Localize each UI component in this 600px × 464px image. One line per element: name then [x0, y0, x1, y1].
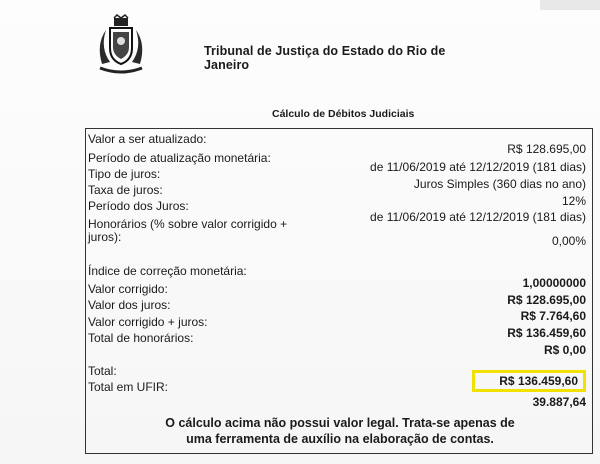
result-value: 1,00000000	[522, 276, 586, 290]
field-value: de 11/06/2019 até 12/12/2019 (181 dias)	[370, 210, 586, 224]
field-label: Tipo de juros:	[88, 167, 161, 181]
result-value: R$ 7.764,60	[520, 309, 586, 323]
result-value: R$ 128.695,00	[507, 293, 586, 307]
field-value: de 11/06/2019 até 12/12/2019 (181 dias)	[370, 160, 586, 174]
result-value: R$ 0,00	[543, 343, 586, 357]
result-label: Valor corrigido + juros:	[88, 315, 208, 329]
field-label: Período dos Juros:	[88, 199, 189, 213]
field-value: R$ 128.695,00	[507, 142, 586, 156]
result-label: Valor dos juros:	[88, 298, 171, 312]
court-name: Tribunal de Justiça do Estado do Rio de Janeiro	[204, 44, 446, 72]
result-value: R$ 136.459,60	[507, 326, 586, 340]
result-label: Índice de correção monetária:	[88, 264, 247, 278]
result-label: Total de honorários:	[88, 331, 194, 345]
coat-of-arms-seal-icon	[92, 14, 150, 76]
field-value: 12%	[561, 194, 586, 208]
total-value: R$ 136.459,60	[499, 374, 578, 388]
ufir-label: Total em UFIR:	[88, 380, 169, 394]
ufir-value: 39.887,64	[532, 395, 586, 409]
document-title: Cálculo de Débitos Judiciais	[272, 108, 415, 120]
disclaimer-line-2: uma ferramenta de auxílio na elaboração de contas.	[186, 432, 494, 446]
field-value: 0,00%	[551, 234, 586, 248]
result-label: Valor corrigido:	[88, 282, 168, 296]
field-label-continued: juros):	[88, 230, 122, 244]
field-label: Período de atualização monetária:	[88, 151, 271, 165]
total-label: Total:	[88, 364, 117, 378]
field-value: Juros Simples (360 dias no ano)	[413, 177, 586, 191]
field-label: Honorários (% sobre valor corrigido +	[88, 217, 288, 231]
disclaimer-line-1: O cálculo acima não possui valor legal. Trata-se apenas de	[165, 416, 515, 430]
page-edge	[540, 0, 600, 10]
field-label: Taxa de juros:	[88, 183, 163, 197]
field-label: Valor a ser atualizado:	[88, 132, 207, 146]
